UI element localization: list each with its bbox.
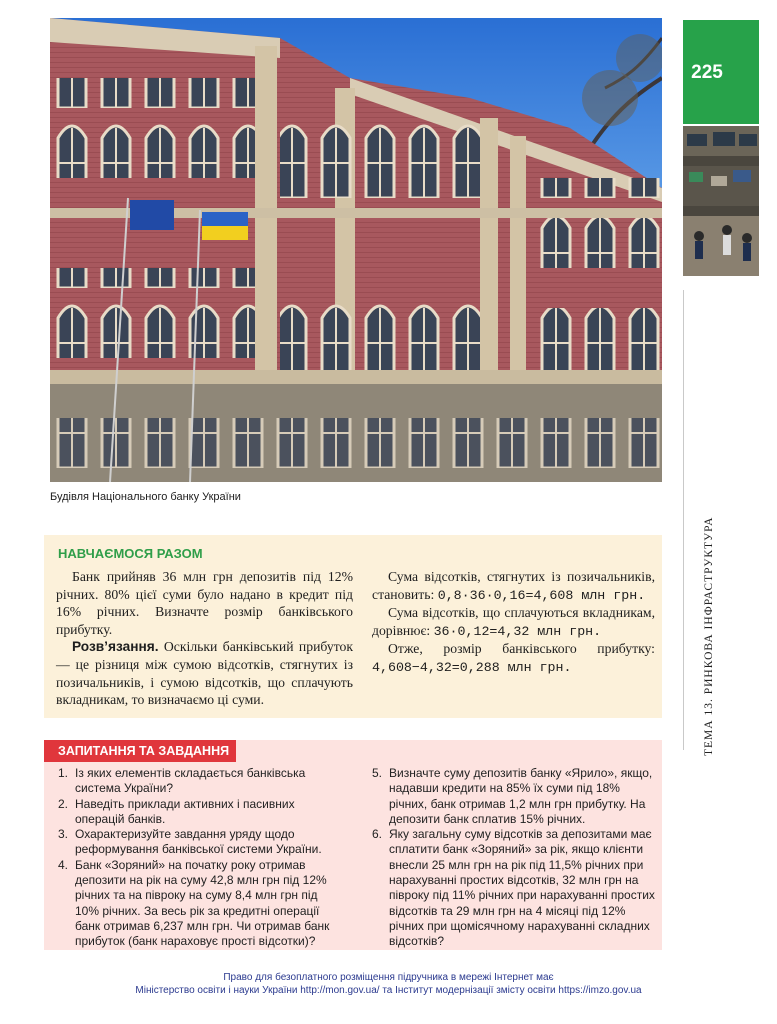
right-p1-calc: 0,8·36·0,16=4,608 млн грн. bbox=[437, 587, 646, 603]
bank-building-illustration bbox=[50, 18, 662, 482]
question-number: 1. bbox=[58, 766, 69, 780]
footer-line-2: Міністерство освіти і науки України http://mon.gov.ua/ та Інститут модернізації змісту освіти https://imzo.gov.ua bbox=[135, 984, 642, 996]
question-number: 2. bbox=[58, 796, 69, 811]
footer-line-1: Право для безоплатного розміщення підручника в мережі Інтернет має bbox=[223, 972, 554, 983]
right-p1-text: Сума відсотків, стягнутих із позичальників, становить: bbox=[372, 569, 655, 602]
page-number: 225 bbox=[691, 62, 723, 83]
bank-building-photo bbox=[50, 18, 662, 482]
question-item-1 bbox=[58, 766, 342, 797]
right-p2-text: Сума відсотків, що сплачуються вкладникам, дорівнює: bbox=[372, 605, 655, 638]
questions-left-list bbox=[58, 766, 342, 950]
learn-right-p3 bbox=[372, 640, 655, 676]
question-text: Визначте суму депозитів банку «Ярило», якщо, надавши кредити на 85% їх суми під 18% річних, банк отримав 1,2 млн грн прибутку. На депозити банк сплатив 15% річних. bbox=[389, 766, 653, 826]
question-number: 3. bbox=[58, 827, 69, 842]
question-number: 5. bbox=[372, 766, 383, 780]
learn-left-column bbox=[56, 568, 353, 709]
learn-solution-paragraph bbox=[56, 638, 353, 708]
question-text: Банк «Зоряний» на початку року отримав депозити на рік на суму 42,8 млн грн під 12% річних та на півроку на суму 8,4 млн грн під 10% річних. За весь рік за кредитні операції банк отримав 6,237 млн грн. Чи отримав банк прибуток (банк нараховує прості відсотки)? bbox=[75, 857, 330, 949]
right-p3-text: Отже, розмір банківського прибутку: bbox=[388, 641, 655, 657]
learn-right-p1 bbox=[372, 568, 655, 604]
question-text: Яку загальну суму відсотків за депозитами має сплатити банк «Зоряний» за рік, якщо клієнти внесли 25 млн грн на рік під 11,5% річних при нарахуванні простих відсотків, 32 млн грн на півроку під 11% річних при нарахуванні простих відсотків та 29 млн грн на 4 місяці під 12% річних при щомісячному нарахуванні складних відсотків? bbox=[389, 827, 655, 949]
questions-right-list bbox=[372, 766, 657, 950]
question-item-2 bbox=[58, 797, 342, 828]
question-text: Наведіть приклади активних і пасивних операцій банків. bbox=[75, 796, 295, 826]
learn-problem: Банк прийняв 36 млн грн депозитів під 12% річних. 80% цієї суми було надано в кредит під 16% річних. Визначте розмір банківського прибутку. bbox=[56, 569, 353, 637]
question-text: Із яких елементів складається банківська система України? bbox=[75, 766, 306, 796]
photo-caption: Будівля Національного банку України bbox=[50, 491, 241, 503]
solution-text: Оскільки банківський прибуток — це різниця між сумою відсотків, стягнутих із позичальників, і сумою відсотків, що сплачують вкладникам, то визначаємо ці суми. bbox=[56, 639, 353, 708]
side-divider bbox=[683, 290, 684, 750]
footer bbox=[0, 972, 777, 997]
topic-title: ТЕМА 13. РИНКОВА ІНФРАСТРУКТУРА bbox=[703, 516, 715, 756]
right-p3-calc: 4,608−4,32=0,288 млн грн. bbox=[372, 659, 572, 675]
questions-title: ЗАПИТАННЯ ТА ЗАВДАННЯ bbox=[44, 740, 236, 762]
learn-right-column bbox=[372, 568, 655, 677]
question-item-3 bbox=[58, 827, 342, 858]
question-item-5 bbox=[372, 766, 657, 827]
trading-floor-illustration bbox=[683, 126, 759, 276]
solution-label: Розв’язання. bbox=[72, 639, 159, 655]
learn-together-title: НАВЧАЄМОСЯ РАЗОМ bbox=[58, 546, 203, 561]
learn-right-p2 bbox=[372, 604, 655, 640]
question-number: 4. bbox=[58, 857, 69, 872]
trading-floor-photo bbox=[683, 126, 759, 276]
question-number: 6. bbox=[372, 827, 383, 842]
question-text: Охарактеризуйте завдання уряду щодо реформування банківської системи України. bbox=[75, 827, 322, 857]
question-item-6 bbox=[372, 827, 657, 949]
right-p2-calc: 36·0,12=4,32 млн грн. bbox=[433, 623, 602, 639]
question-item-4 bbox=[58, 858, 342, 950]
